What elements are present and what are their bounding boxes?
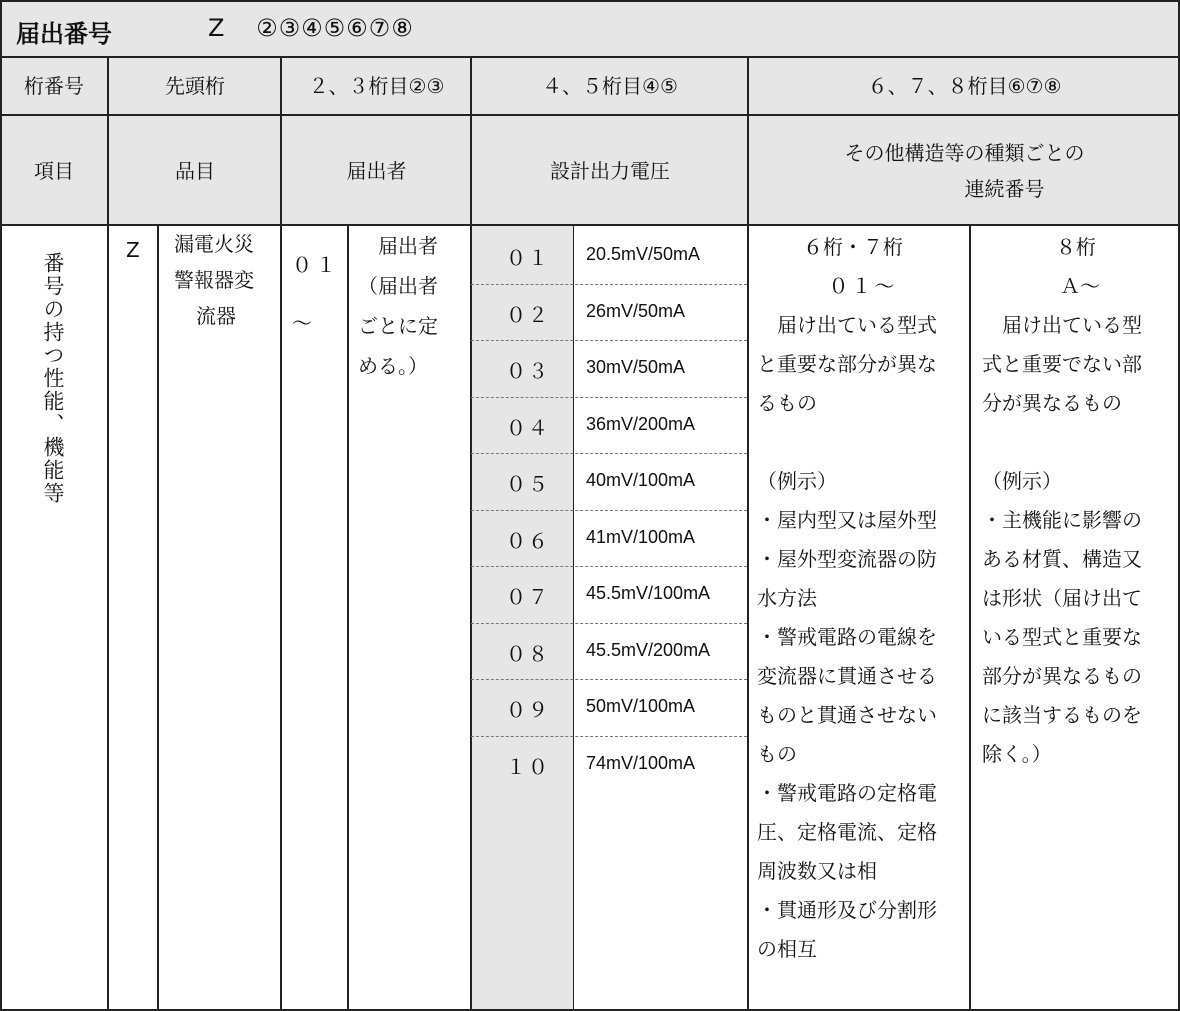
voltage-code: １０ <box>506 754 550 779</box>
product-code: Z <box>126 238 140 262</box>
product-name-line3: 流器 <box>196 304 236 328</box>
d67-heading: ６桁・７桁 <box>803 235 903 259</box>
product-name <box>174 226 254 334</box>
notifier-desc-line2: （届出者 <box>358 274 438 298</box>
notifier-code <box>292 236 340 352</box>
text-line: に該当するものを <box>982 703 1142 727</box>
header-item-notifier: 届出者 <box>280 114 471 225</box>
header-item-serial <box>747 114 1180 225</box>
voltage-code-column-bg <box>471 226 574 1009</box>
row-label-performance: 番号の持つ性能、機能等 <box>41 252 65 505</box>
title-row <box>0 0 1180 58</box>
title-code-prefix: Z <box>208 14 226 42</box>
header-item-product: 品目 <box>107 114 281 225</box>
voltage-code: ０１ <box>506 246 550 270</box>
text-line: もの <box>757 742 797 766</box>
voltage-value: 45.5mV/200mA <box>586 639 711 660</box>
voltage-value: 50mV/100mA <box>586 696 696 716</box>
notifier-code-range: ０１ <box>292 253 340 277</box>
product-name-line2: 警報器変 <box>174 268 254 292</box>
voltage-value: 26mV/50mA <box>586 300 686 321</box>
title-code <box>208 14 414 42</box>
col-sep-6 <box>573 225 574 1011</box>
voltage-code: ０９ <box>506 698 550 722</box>
voltage-value: 36mV/200mA <box>586 413 696 434</box>
notifier-desc-line1: 届出者 <box>378 234 438 258</box>
text-line: ・屋外型変流器の防 <box>757 547 937 571</box>
voltage-row-divider <box>471 510 747 511</box>
header-item-serial-line2: 連続番号 <box>964 176 1045 201</box>
d67-lines <box>757 306 969 969</box>
text-line: 除く。） <box>982 742 1052 766</box>
col-sep-3 <box>280 225 282 1011</box>
col-sep-4 <box>347 225 349 1011</box>
voltage-code: ０５ <box>506 472 550 496</box>
voltage-value: 20.5mV/50mA <box>586 244 701 264</box>
text-line: ・貫通形及び分割形 <box>757 898 937 922</box>
voltage-row-divider <box>471 397 747 398</box>
d8-column <box>982 228 1178 774</box>
notifier-desc <box>358 226 438 386</box>
voltage-code: ０８ <box>506 641 550 666</box>
text-line: の相互 <box>757 937 817 961</box>
d8-start: Ａ～ <box>1060 274 1100 298</box>
text-line: 変流器に貫通させる <box>757 664 937 688</box>
text-line: ・警戒電路の定格電 <box>757 781 937 805</box>
text-line <box>982 423 1178 462</box>
header-digit-first: 先頭桁 <box>107 58 281 114</box>
text-line: 水方法 <box>757 586 817 610</box>
product-name-line1: 漏電火災 <box>174 232 254 256</box>
text-line: 届け出ている型 <box>982 313 1142 337</box>
voltage-value: 74mV/100mA <box>586 752 696 773</box>
text-line: 分が異なるもの <box>982 391 1122 415</box>
header-digit-45: ４、５桁目④⑤ <box>470 58 748 114</box>
voltage-code: ０２ <box>506 302 550 327</box>
text-line: 圧、定格電流、定格 <box>757 820 937 844</box>
text-line: るもの <box>757 391 817 415</box>
voltage-row-divider <box>471 340 747 341</box>
notifier-code-tilde: ～ <box>292 311 312 335</box>
voltage-value: 41mV/100mA <box>586 526 696 547</box>
voltage-code: ０６ <box>506 528 550 553</box>
d8-lines <box>982 306 1178 774</box>
text-line: （例示） <box>757 469 837 493</box>
d8-heading: ８桁 <box>1056 235 1096 259</box>
text-line: ・屋内型又は屋外型 <box>757 508 937 532</box>
text-line: 届け出ている型式 <box>757 313 937 337</box>
col-sep-8 <box>969 225 971 1011</box>
header-item-label: 項目 <box>0 114 108 225</box>
text-line: 周波数又は相 <box>757 859 877 883</box>
text-line <box>757 423 969 462</box>
text-line: 部分が異なるもの <box>982 664 1142 688</box>
text-line: いる型式と重要な <box>982 625 1142 649</box>
voltage-value: 30mV/50mA <box>586 357 686 377</box>
header-digit-label: 桁番号 <box>0 58 108 114</box>
voltage-row-divider <box>471 736 747 737</box>
text-line: と重要な部分が異な <box>757 352 937 376</box>
header-item-serial-line1: その他構造等の種類ごとの <box>844 140 1085 165</box>
text-line: ・警戒電路の電線を <box>757 625 937 649</box>
text-line: ある材質、構造又 <box>982 547 1142 571</box>
header-digit-678: ６、７、８桁目⑥⑦⑧ <box>747 58 1180 114</box>
d67-column <box>757 228 969 969</box>
voltage-code: ０７ <box>506 585 550 609</box>
header-item-voltage: 設計出力電圧 <box>470 114 748 225</box>
voltage-value: 45.5mV/100mA <box>586 583 711 603</box>
col-sep-5 <box>470 225 472 1011</box>
notifier-desc-line4: める。） <box>358 354 428 378</box>
title-label: 届出番号 <box>16 20 112 48</box>
text-line: ・主機能に影響の <box>982 508 1142 532</box>
col-sep-1 <box>107 225 109 1011</box>
text-line: ものと貫通させない <box>757 703 937 727</box>
voltage-row-divider <box>471 623 747 624</box>
voltage-value: 40mV/100mA <box>586 470 696 490</box>
header-digit-23: ２、３桁目②③ <box>280 58 471 114</box>
text-line: は形状（届け出て <box>982 586 1142 610</box>
voltage-code: ０３ <box>506 359 550 383</box>
voltage-row-divider <box>471 679 747 680</box>
voltage-row-divider <box>471 566 747 567</box>
title-code-digits: ②③④⑤⑥⑦⑧ <box>256 14 414 42</box>
voltage-code: ０４ <box>506 415 550 440</box>
text-line: 式と重要でない部 <box>982 352 1142 376</box>
col-sep-2 <box>157 225 159 1011</box>
voltage-row-divider <box>471 453 747 454</box>
notifier-desc-line3: ごとに定 <box>358 314 438 338</box>
text-line: （例示） <box>982 469 1062 493</box>
d67-start: ０１～ <box>828 274 898 298</box>
col-sep-7 <box>747 225 749 1011</box>
voltage-row-divider <box>471 284 747 285</box>
